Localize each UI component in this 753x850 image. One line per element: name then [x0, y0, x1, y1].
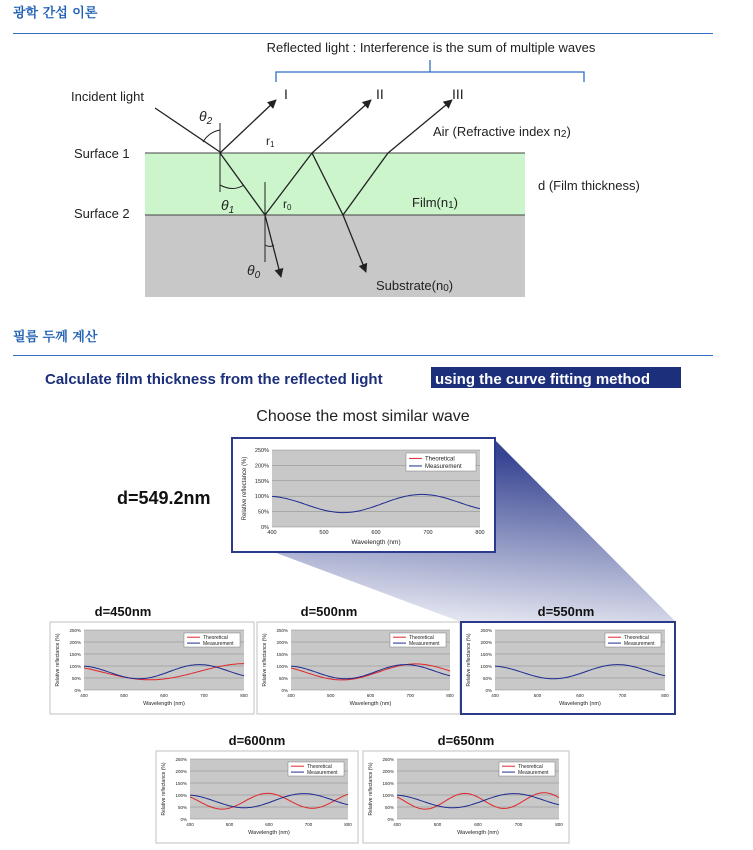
- film-layer: [145, 153, 525, 215]
- legend-theoretical: Theoretical: [425, 456, 455, 463]
- y-axis-title: Relative reflectance (%): [262, 633, 268, 687]
- y-tick-label: 150%: [276, 652, 288, 657]
- candidate-thickness-label: d=500nm: [300, 604, 358, 619]
- y-tick-label: 100%: [175, 793, 187, 798]
- y-tick-label: 100%: [480, 664, 492, 669]
- x-tick-label: 500: [225, 822, 234, 827]
- x-tick-label: 600: [366, 693, 375, 698]
- legend-measurement: Measurement: [425, 463, 462, 470]
- y-tick-label: 250%: [69, 628, 81, 633]
- plot-500nm: [257, 604, 460, 714]
- r0-label: r0: [283, 197, 292, 212]
- banner-right-text: using the curve fitting method: [435, 371, 651, 388]
- x-axis-title: Wavelength (nm): [248, 830, 290, 836]
- y-tick-label: 250%: [276, 628, 288, 633]
- x-tick-label: 600: [160, 693, 168, 698]
- y-tick-label: 150%: [254, 478, 269, 485]
- ray-label-1: I: [284, 86, 288, 102]
- x-tick-label: 800: [661, 693, 669, 698]
- legend-theoretical: Theoretical: [203, 635, 228, 642]
- x-tick-label: 800: [240, 693, 248, 698]
- y-tick-label: 50%: [384, 805, 394, 810]
- y-tick-label: 0%: [485, 688, 492, 693]
- x-tick-label: 500: [326, 693, 335, 698]
- y-tick-label: 100%: [382, 793, 394, 798]
- x-tick-label: 700: [406, 693, 415, 698]
- legend-theoretical: Theoretical: [409, 635, 434, 642]
- y-tick-label: 200%: [480, 640, 492, 645]
- x-tick-label: 400: [80, 693, 88, 698]
- section-divider: [13, 355, 713, 356]
- x-tick-label: 700: [423, 530, 433, 536]
- candidate-thickness-label: d=450nm: [94, 604, 152, 619]
- incident-light-label: Incident light: [71, 89, 144, 104]
- y-tick-label: 100%: [254, 494, 269, 501]
- theta-2-arc: [203, 130, 220, 142]
- plot-600nm: [156, 733, 358, 843]
- y-tick-label: 50%: [177, 805, 187, 810]
- x-axis-title: Wavelength (nm): [457, 830, 499, 836]
- x-tick-label: 600: [474, 822, 482, 827]
- x-tick-label: 700: [514, 822, 523, 827]
- legend-measurement: Measurement: [518, 770, 549, 777]
- y-tick-label: 200%: [382, 769, 394, 774]
- x-tick-label: 800: [555, 822, 563, 827]
- section-title-film-thickness: 필름 두께 계산: [13, 330, 98, 345]
- x-tick-label: 500: [319, 530, 329, 536]
- x-tick-label: 700: [618, 693, 627, 698]
- y-tick-label: 200%: [276, 640, 288, 645]
- x-tick-label: 600: [265, 822, 273, 827]
- x-tick-label: 400: [393, 822, 401, 827]
- legend-theoretical: Theoretical: [624, 635, 649, 642]
- surface-2-label: Surface 2: [74, 206, 130, 221]
- section-divider: [13, 33, 713, 34]
- choose-wave-subtitle: Choose the most similar wave: [256, 408, 470, 425]
- y-tick-label: 250%: [175, 757, 187, 762]
- x-tick-label: 600: [576, 693, 584, 698]
- incident-ray: [155, 108, 220, 152]
- theta-1-label: $\theta_1$: [221, 197, 235, 216]
- plot-650nm: [363, 733, 569, 843]
- candidate-thickness-label: d=650nm: [437, 733, 495, 748]
- section-title-optical-interference: 광학 간섭 이론: [13, 6, 98, 21]
- reflected-bracket: [276, 60, 584, 82]
- curve-fitting-figure: [0, 360, 753, 850]
- best-thickness-value: d=549.2nm: [117, 488, 211, 508]
- y-axis-title: Relative reflectance (%): [466, 633, 472, 687]
- y-tick-label: 150%: [480, 652, 492, 657]
- legend-theoretical: Theoretical: [518, 764, 543, 771]
- y-axis-title: Relative reflectance (%): [161, 762, 167, 816]
- air-label: Air (Refractive index n2): [433, 124, 571, 140]
- y-tick-label: 200%: [254, 463, 269, 470]
- y-tick-label: 50%: [278, 676, 288, 681]
- ray-label-3: III: [452, 86, 464, 102]
- y-tick-label: 250%: [382, 757, 394, 762]
- x-tick-label: 800: [475, 530, 485, 536]
- y-tick-label: 50%: [71, 676, 81, 681]
- x-tick-label: 600: [371, 530, 381, 536]
- legend-measurement: Measurement: [203, 641, 234, 648]
- y-tick-label: 150%: [382, 781, 394, 786]
- x-tick-label: 500: [433, 822, 442, 827]
- x-tick-label: 400: [287, 693, 295, 698]
- ray-label-2: II: [376, 86, 384, 102]
- y-tick-label: 0%: [74, 688, 81, 693]
- y-tick-label: 0%: [261, 525, 269, 531]
- x-axis-title: Wavelength (nm): [559, 701, 601, 707]
- interference-diagram: [0, 36, 753, 298]
- y-tick-label: 200%: [69, 640, 81, 645]
- x-tick-label: 400: [491, 693, 499, 698]
- y-axis-title: Relative reflectance (%): [242, 456, 248, 521]
- surface-1-label: Surface 1: [74, 146, 130, 161]
- candidate-thickness-label: d=600nm: [228, 733, 286, 748]
- plot-450nm: [50, 604, 254, 714]
- x-axis-title: Wavelength (nm): [351, 539, 401, 546]
- substrate-label: Substrate(n0): [376, 278, 454, 294]
- y-tick-label: 250%: [480, 628, 492, 633]
- y-tick-label: 100%: [69, 664, 81, 669]
- x-tick-label: 400: [267, 530, 277, 536]
- y-axis-title: Relative reflectance (%): [55, 633, 61, 687]
- x-tick-label: 700: [200, 693, 208, 698]
- film-label: Film(n1): [412, 195, 459, 211]
- y-tick-label: 150%: [175, 781, 187, 786]
- x-tick-label: 800: [344, 822, 352, 827]
- y-tick-label: 150%: [69, 652, 81, 657]
- legend-measurement: Measurement: [307, 770, 338, 777]
- y-tick-label: 0%: [387, 817, 394, 822]
- x-tick-label: 800: [446, 693, 454, 698]
- y-tick-label: 50%: [482, 676, 492, 681]
- x-tick-label: 500: [120, 693, 128, 698]
- best-fit-plot: [232, 438, 495, 552]
- legend-theoretical: Theoretical: [307, 764, 332, 771]
- x-tick-label: 500: [533, 693, 542, 698]
- y-tick-label: 100%: [276, 664, 288, 669]
- theta-2-label: $\theta_2$: [199, 108, 213, 127]
- y-tick-label: 0%: [281, 688, 288, 693]
- x-axis-title: Wavelength (nm): [349, 701, 392, 707]
- reflected-light-caption: Reflected light : Interference is the sum of multiple waves: [266, 40, 596, 55]
- y-tick-label: 200%: [175, 769, 187, 774]
- candidate-thickness-label: d=550nm: [537, 604, 595, 619]
- y-axis-title: Relative reflectance (%): [368, 762, 374, 816]
- banner-left-text: Calculate film thickness from the reflected light: [45, 371, 387, 388]
- y-tick-label: 0%: [180, 817, 187, 822]
- y-tick-label: 250%: [254, 448, 269, 454]
- substrate-layer: [145, 215, 525, 297]
- theta-0-label: $\theta_0$: [247, 262, 261, 281]
- x-axis-title: Wavelength (nm): [143, 701, 185, 707]
- legend-measurement: Measurement: [624, 641, 655, 648]
- y-tick-label: 50%: [257, 509, 269, 516]
- r1-label: r1: [266, 134, 275, 149]
- x-tick-label: 700: [304, 822, 313, 827]
- x-tick-label: 400: [186, 822, 194, 827]
- film-thickness-label: d (Film thickness): [538, 178, 640, 193]
- legend-measurement: Measurement: [409, 641, 440, 648]
- ray-2: [312, 100, 371, 153]
